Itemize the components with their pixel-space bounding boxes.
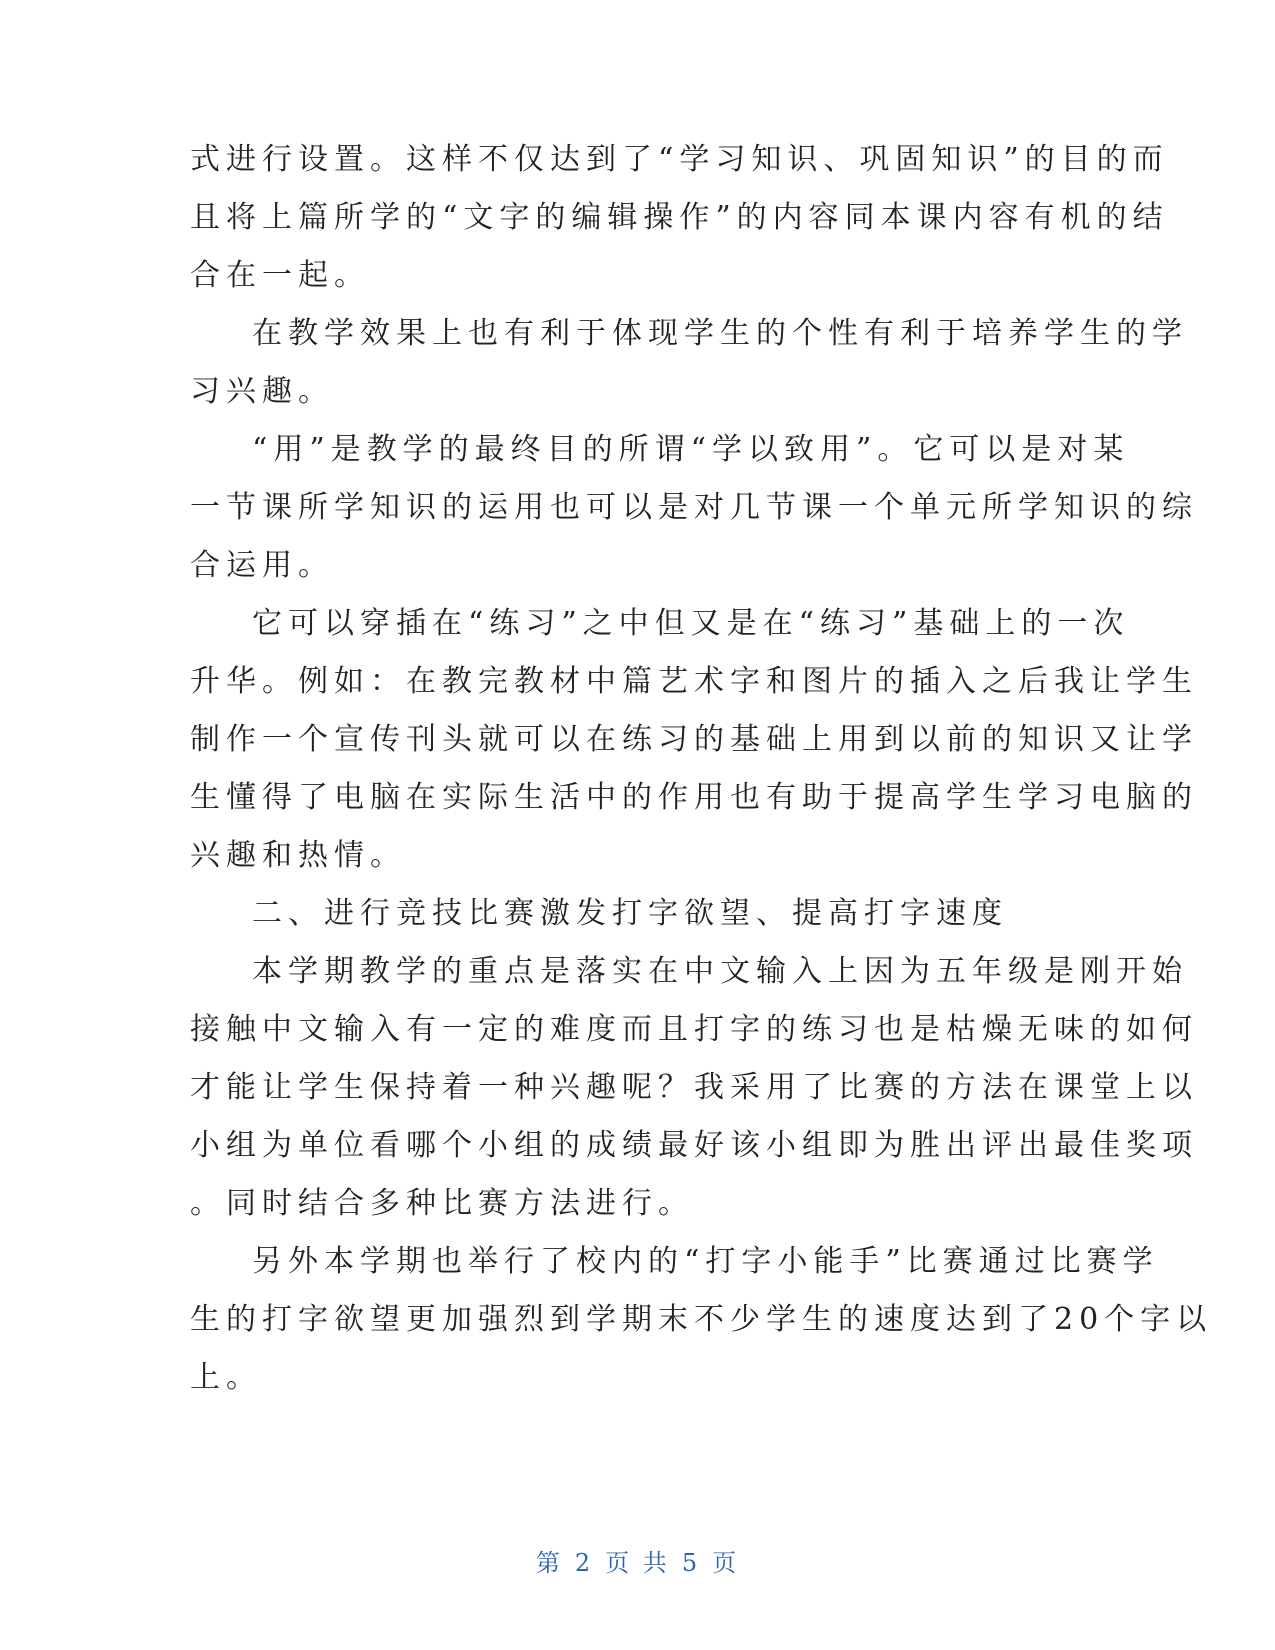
- text-line: 式进行设置。这样不仅达到了“学习知识、巩固知识”的目的而: [190, 142, 1169, 177]
- text-line: 小组为单位看哪个小组的成绩最好该小组即为胜出评出最佳奖项: [190, 1128, 1198, 1163]
- text-line: 生的打字欲望更加强烈到学期末不少学生的速度达到了20个字以: [190, 1302, 1213, 1337]
- text-line: 一节课所学知识的运用也可以是对几节课一个单元所学知识的综: [190, 490, 1198, 525]
- text-line: 另外本学期也举行了校内的“打字小能手”比赛通过比赛学: [252, 1244, 1159, 1279]
- text-line: 兴趣和热情。: [190, 838, 406, 873]
- section-heading: 二、进行竞技比赛激发打字欲望、提高打字速度: [252, 896, 1008, 931]
- text-line: 合运用。: [190, 548, 334, 583]
- current-page-number: 2: [574, 1549, 594, 1577]
- footer-middle: 页 共: [605, 1549, 670, 1577]
- text-line: 上。: [190, 1360, 262, 1395]
- text-line: “用”是教学的最终目的所谓“学以致用”。它可以是对某: [252, 432, 1130, 467]
- text-line: 。同时结合多种比赛方法进行。: [190, 1186, 694, 1221]
- text-line: 本学期教学的重点是落实在中文输入上因为五年级是刚开始: [252, 954, 1188, 989]
- text-line: 才能让学生保持着一种兴趣呢？我采用了比赛的方法在课堂上以: [190, 1070, 1198, 1105]
- footer-prefix: 第: [535, 1549, 563, 1577]
- text-line: 习兴趣。: [190, 374, 334, 409]
- text-line: 在教学效果上也有利于体现学生的个性有利于培养学生的学: [252, 316, 1188, 351]
- text-line: 它可以穿插在“练习”之中但又是在“练习”基础上的一次: [252, 606, 1130, 641]
- text-line: 合在一起。: [190, 258, 370, 293]
- total-page-count: 5: [681, 1549, 701, 1577]
- text-line: 升华。例如：在教完教材中篇艺术字和图片的插入之后我让学生: [190, 664, 1198, 699]
- text-line: 且将上篇所学的“文字的编辑操作”的内容同本课内容有机的结: [190, 200, 1169, 235]
- text-line: 制作一个宣传刊头就可以在练习的基础上用到以前的知识又让学: [190, 722, 1198, 757]
- text-line: 接触中文输入有一定的难度而且打字的练习也是枯燥无味的如何: [190, 1012, 1198, 1047]
- text-line: 生懂得了电脑在实际生活中的作用也有助于提高学生学习电脑的: [190, 780, 1198, 815]
- page-footer: [0, 1548, 1275, 1578]
- footer-suffix: 页: [712, 1549, 740, 1577]
